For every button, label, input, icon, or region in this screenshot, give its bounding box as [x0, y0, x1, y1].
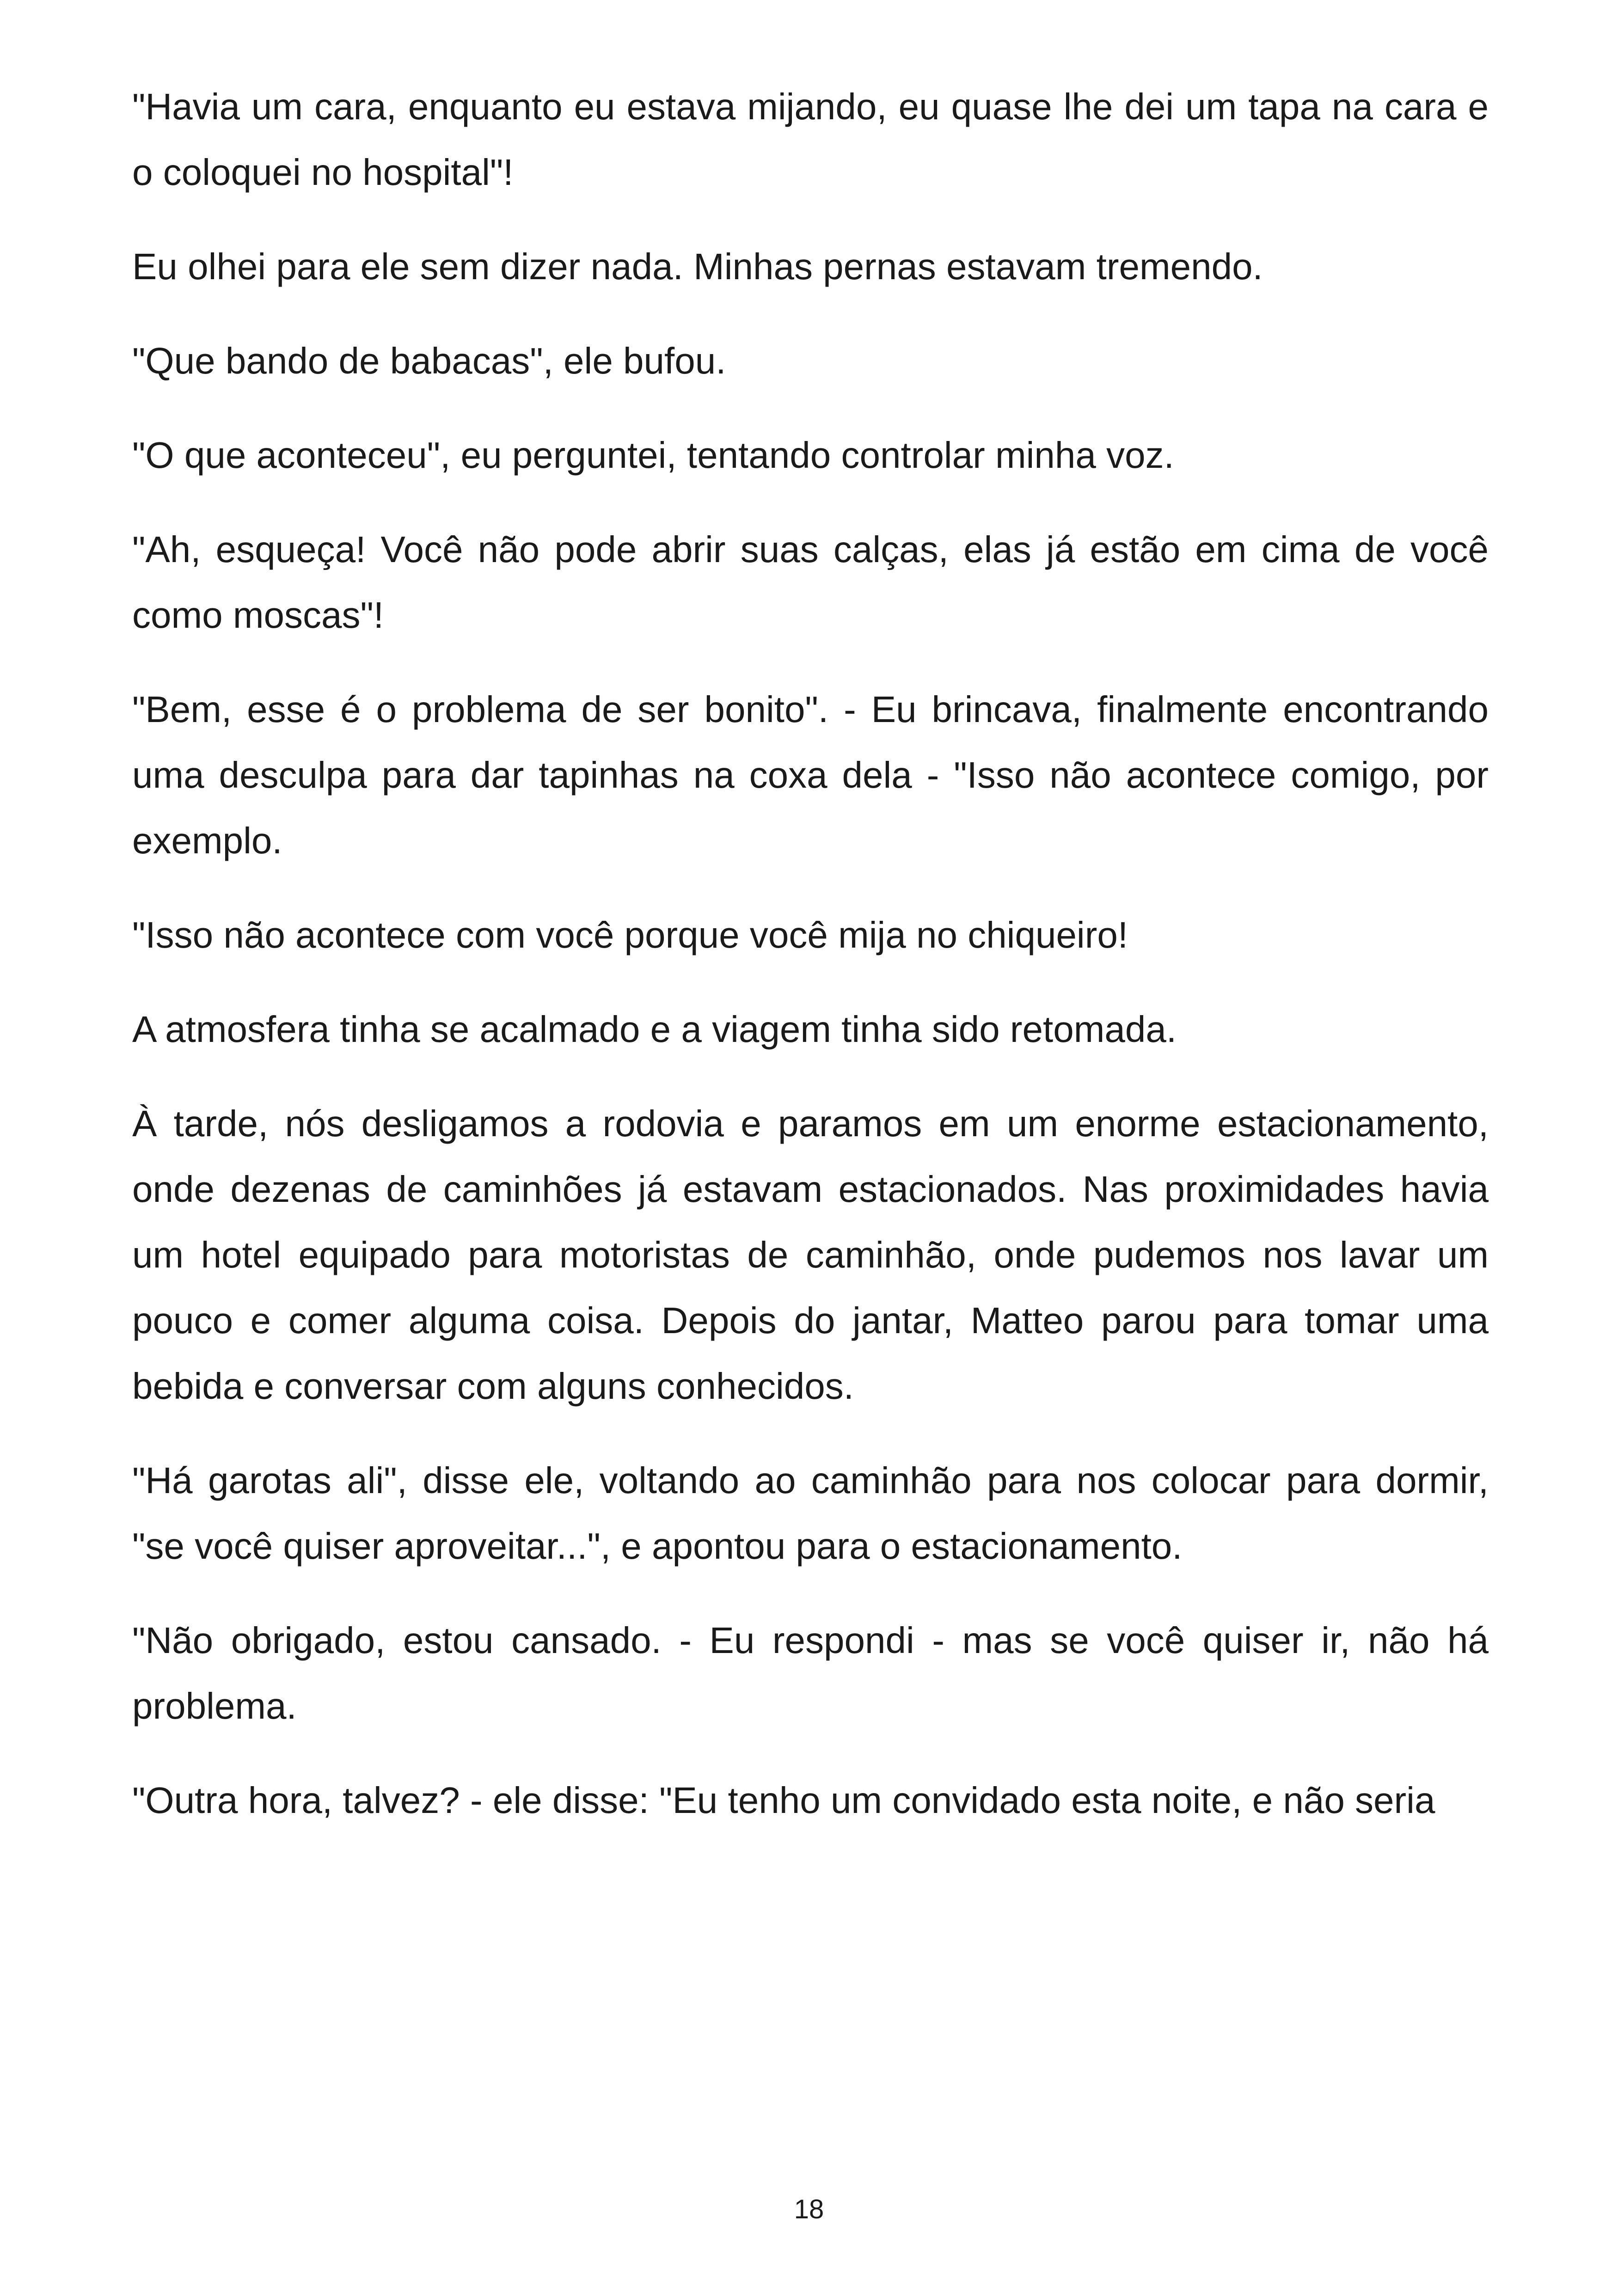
paragraph: "O que aconteceu", eu perguntei, tentando controlar minha voz. — [132, 435, 1174, 476]
paragraph: À tarde, nós desligamos a rodovia e paramos em um enorme estacionamento, onde dezenas de caminhões já estavam estacionados. Nas proximidades havia um hotel equipado para motoristas de caminhão, onde pudemos nos lavar um pouco e comer alguma coisa. Depois do jantar, Matteo parou para tomar uma bebida e conversar com alguns conhecidos. — [132, 1103, 1489, 1407]
paragraph: "Ah, esqueça! Você não pode abrir suas calças, elas já estão em cima de você como moscas"! — [132, 529, 1489, 636]
paragraph: "Havia um cara, enquanto eu estava mijando, eu quase lhe dei um tapa na cara e o coloquei no hospital"! — [132, 86, 1489, 193]
paragraph: "Há garotas ali", disse ele, voltando ao caminhão para nos colocar para dormir, "se você quiser aproveitar...", e apontou para o estacionamento. — [132, 1460, 1489, 1567]
paragraph: Eu olhei para ele sem dizer nada. Minhas pernas estavam tremendo. — [132, 246, 1263, 287]
page-number: 18 — [794, 2194, 824, 2224]
paragraph: "Outra hora, talvez? - ele disse: "Eu tenho um convidado esta noite, e não seria — [132, 1780, 1435, 1821]
paragraph: "Isso não acontece com você porque você mija no chiqueiro! — [132, 914, 1128, 955]
paragraph: "Não obrigado, estou cansado. - Eu respondi - mas se você quiser ir, não há problema. — [132, 1620, 1489, 1727]
paragraph: A atmosfera tinha se acalmado e a viagem tinha sido retomada. — [132, 1009, 1177, 1050]
body-text — [132, 74, 1489, 1862]
paragraph: "Bem, esse é o problema de ser bonito". - Eu brincava, finalmente encontrando uma desculpa para dar tapinhas na coxa dela - "Isso não acontece comigo, por exemplo. — [132, 689, 1489, 861]
paragraph: "Que bando de babacas", ele bufou. — [132, 340, 726, 381]
